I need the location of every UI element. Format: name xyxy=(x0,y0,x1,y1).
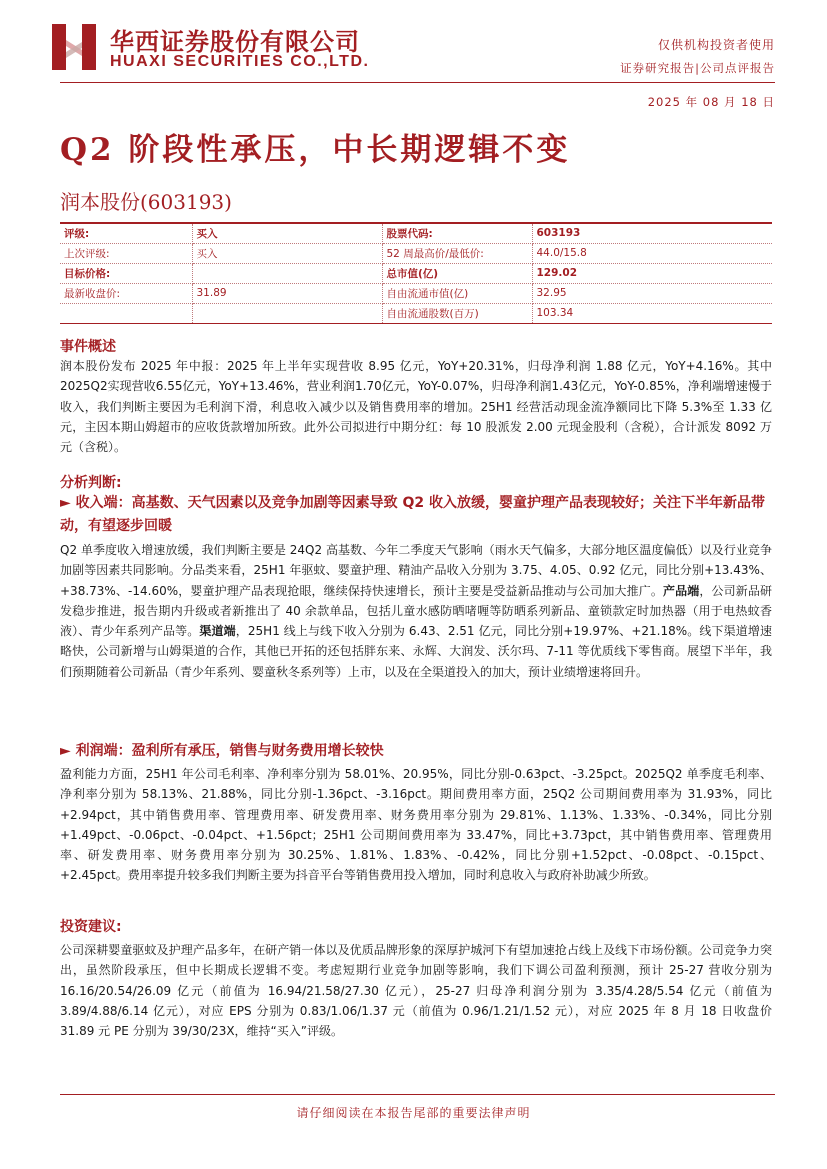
float-shares-label: 自由流通股数(百万) xyxy=(382,303,532,323)
table-row xyxy=(60,283,772,303)
revenue-text-a: Q2 单季度收入增速放缓，我们判断主要是 24Q2 高基数、今年二季度天气影响（雨水天气偏多，大部分地区温度偏低）以及行业竞争加剧等因素共同影响。分品类来看，25H1 年驱蚊、婴童护理、精油产品收入分别为 3.75、4.05、0.92 亿元，同比分别+13.43%、+38.73%、-14.60%，婴童护理产品表现抢眼，继续保持快速增长，预计主要是受益新品推动与公司加大推广。 xyxy=(60,543,772,598)
legal-footer: 请仔细阅读在本报告尾部的重要法律声明 xyxy=(296,1106,531,1120)
stock-code-value: 603193 xyxy=(532,223,772,243)
invest-heading: 投资建议: xyxy=(60,919,122,935)
rating-value: 买入 xyxy=(192,223,382,243)
revenue-subheading: ► 收入端：高基数、天气因素以及竞争加剧等因素导致 Q2 收入放缓，婴童护理产品表现较好；关注下半年新品带动，有望逐步回暖 xyxy=(60,495,766,534)
product-label: 产品端 xyxy=(663,583,700,598)
high-low-value: 44.0/15.8 xyxy=(532,243,772,263)
revenue-paragraph xyxy=(60,540,772,682)
header-divider xyxy=(60,82,775,83)
revenue-text-b: ，公司新品研发稳步推进，报告期内升级或者新推出了 40 余款单品，包括儿童水感防晒啫喱等防晒系列新品、童锁款定时加热器（用于电热蚊香液）、青少年系列产品等。 xyxy=(60,583,772,639)
prev-rating-label: 上次评级: xyxy=(60,243,192,263)
empty-cell xyxy=(192,303,382,323)
float-cap-value: 32.95 xyxy=(532,283,772,303)
close-label: 最新收盘价: xyxy=(60,283,192,303)
event-heading: 事件概述 xyxy=(60,339,116,355)
table-row xyxy=(60,223,772,243)
rating-label: 评级: xyxy=(60,223,192,243)
report-type: 证券研究报告|公司点评报告 xyxy=(620,61,775,75)
prev-rating-value: 买入 xyxy=(192,243,382,263)
profit-subheading: ► 利润端：盈利所有承压，销售与财务费用增长较快 xyxy=(60,743,384,759)
company-name-cn: 华西证券股份有限公司 xyxy=(110,28,360,56)
float-cap-label: 自由流通市值(亿) xyxy=(382,283,532,303)
channel-label: 渠道端 xyxy=(199,624,236,639)
high-low-label: 52 周最高价/最低价: xyxy=(382,243,532,263)
mkt-cap-value: 129.02 xyxy=(532,263,772,283)
huaxi-logo-icon xyxy=(52,22,96,72)
footer-divider xyxy=(60,1094,775,1095)
stock-code-label: 股票代码: xyxy=(382,223,532,243)
target-value xyxy=(192,263,382,283)
empty-cell xyxy=(60,303,192,323)
audience-note: 仅供机构投资者使用 xyxy=(657,38,775,52)
stock-info-table xyxy=(60,222,772,324)
table-row xyxy=(60,263,772,283)
table-row xyxy=(60,303,772,323)
report-date: 2025 年 08 月 18 日 xyxy=(647,95,775,109)
revenue-text-c: ，25H1 线上与线下收入分别为 6.43、2.51 亿元，同比分别+19.97%、+21.18%。线下渠道增速略快，公司新增与山姆渠道的合作，其他已开拓的还包括胖东来、永辉、大润发、沃尔玛、7-11 等优质线下零售商。展望下半年，我们预期随着公司新品（青少年系列、婴童秋冬系列等）上市，以及在全渠道投入的加大，预计业绩增速将回升。 xyxy=(60,624,772,679)
event-paragraph: 润本股份发布 2025 年中报：2025 年上半年实现营收 8.95 亿元，YoY+20.31%，归母净利润 1.88 亿元，YoY+4.16%。其中2025Q2实现营收6.55亿元，YoY+13.46%，营业利润1.70亿元，YoY-0.07%，归母净利润1.43亿元，YoY-0.85%，净利端增速慢于收入，我们判断主要因为毛利润下滑，利息收入减少以及销售费用率的增加。25H1 经营活动现金流净额同比下降 5.3%至 1.33 亿元，主因本期山姆超市的应收货款增加所致。此外公司拟进行中期分红：每 10 股派发 2.00 元现金股利（含税），合计派发 8092 万元（含税）。 xyxy=(60,359,772,455)
target-label: 目标价格: xyxy=(60,263,192,283)
company-name-en: HUAXI SECURITIES CO.,LTD. xyxy=(110,53,370,70)
mkt-cap-label: 总市值(亿) xyxy=(382,263,532,283)
close-value: 31.89 xyxy=(192,283,382,303)
profit-paragraph: 盈利能力方面，25H1 年公司毛利率、净利率分别为 58.01%、20.95%，同比分别-0.63pct、-3.25pct。2025Q2 单季度毛利率、净利率分别为 58.13%、21.88%，同比分别-1.36pct、-3.16pct。期间费用率方面，25Q2 公司期间费用率为 31.93%，同比+2.94pct，其中销售费用率、管理费用率、研发费用率、财务费用率分别为 29.81%、1.13%、1.33%、-0.34%，同比分别+1.49pct、-0.06pct、-0.04pct、+1.56pct；25H1 公司期间费用率为 33.47%，同比+3.73pct，其中销售费用率、管理费用率、研发费用率、财务费用率分别为 30.25%、1.81%、1.83%、-0.42%，同比分别+1.52pct、-0.08pct、-0.15pct、+2.45pct。费用率提升较多我们判断主要为抖音平台等销售费用投入增加，同时利息收入与政府补助减少所致。 xyxy=(60,767,772,883)
invest-paragraph: 公司深耕婴童驱蚊及护理产品多年，在研产销一体以及优质品牌形象的深厚护城河下有望加速抢占线上及线下市场份额。公司竞争力突出，虽然阶段承压，但中长期成长逻辑不变。考虑短期行业竞争加剧等影响，我们下调公司盈利预测，预计 25-27 营收分别为 16.16/20.54/26.09 亿元（前值为 16.94/21.58/27.30 亿元），25-27 归母净利润分别为 3.35/4.28/5.54 亿元（前值为 3.89/4.88/6.14 亿元），对应 EPS 分别为 0.83/1.06/1.37 元（前值为 0.96/1.21/1.52 元），对应 2025 年 8 月 18 日收盘价 31.89 元 PE 分别为 39/30/23X，维持“买入”评级。 xyxy=(60,943,772,1039)
report-title: Q2 阶段性承压，中长期逻辑不变 xyxy=(60,132,571,168)
table-row xyxy=(60,243,772,263)
analysis-heading: 分析判断: xyxy=(60,475,122,491)
float-shares-value: 103.34 xyxy=(532,303,772,323)
stock-name: 润本股份(603193) xyxy=(60,190,232,214)
